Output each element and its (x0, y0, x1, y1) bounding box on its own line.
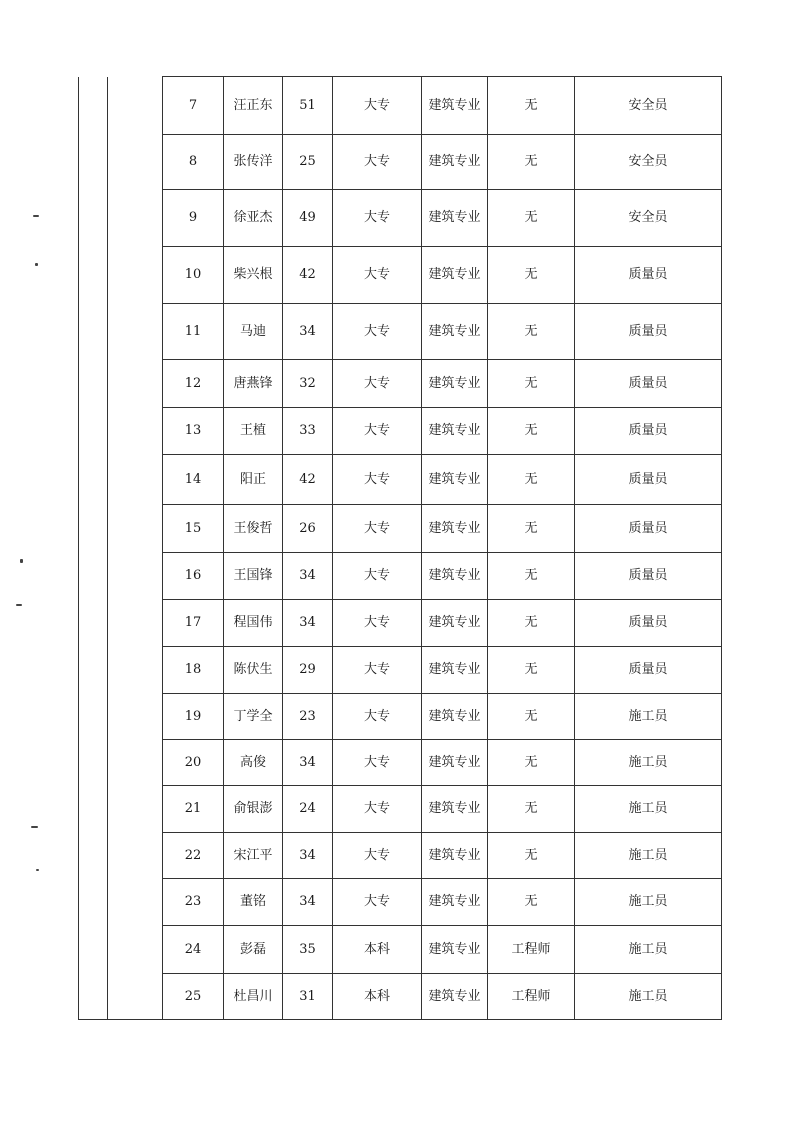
person-name: 唐燕锋 (224, 360, 283, 408)
person-major: 建筑专业 (422, 833, 488, 879)
person-age: 51 (283, 77, 333, 135)
person-major: 建筑专业 (422, 360, 488, 408)
person-age: 34 (283, 553, 333, 600)
person-major: 建筑专业 (422, 135, 488, 190)
merged-category-cell (108, 77, 163, 1020)
table-row (79, 304, 722, 360)
row-number: 11 (163, 304, 224, 360)
merged-leading-cell (79, 77, 108, 1020)
scan-mark (31, 826, 38, 828)
scan-mark (35, 263, 38, 266)
row-number: 9 (163, 190, 224, 247)
table-row (79, 926, 722, 974)
person-major: 建筑专业 (422, 647, 488, 694)
person-name: 丁学全 (224, 694, 283, 740)
table-row (79, 647, 722, 694)
person-major: 建筑专业 (422, 879, 488, 926)
person-position: 安全员 (575, 190, 722, 247)
table-row (79, 740, 722, 786)
person-title: 无 (488, 553, 575, 600)
person-title: 无 (488, 694, 575, 740)
table-row (79, 553, 722, 600)
person-age: 32 (283, 360, 333, 408)
person-age: 34 (283, 833, 333, 879)
person-position: 施工员 (575, 694, 722, 740)
person-position: 安全员 (575, 135, 722, 190)
person-title: 无 (488, 408, 575, 455)
person-major: 建筑专业 (422, 553, 488, 600)
table-row (79, 974, 722, 1020)
person-education: 大专 (333, 833, 422, 879)
person-age: 42 (283, 455, 333, 505)
table-row (79, 408, 722, 455)
person-education: 大专 (333, 600, 422, 647)
table-row (79, 879, 722, 926)
person-education: 大专 (333, 77, 422, 135)
table-row (79, 190, 722, 247)
person-education: 大专 (333, 553, 422, 600)
person-position: 质量员 (575, 505, 722, 553)
row-number: 7 (163, 77, 224, 135)
person-education: 本科 (333, 926, 422, 974)
person-title: 无 (488, 833, 575, 879)
row-number: 20 (163, 740, 224, 786)
person-name: 柴兴根 (224, 247, 283, 304)
row-number: 21 (163, 786, 224, 833)
person-age: 34 (283, 879, 333, 926)
person-position: 质量员 (575, 408, 722, 455)
personnel-table-body (79, 77, 722, 1020)
person-position: 质量员 (575, 600, 722, 647)
person-name: 王俊哲 (224, 505, 283, 553)
table-row (79, 694, 722, 740)
person-name: 王国锋 (224, 553, 283, 600)
person-title: 无 (488, 879, 575, 926)
person-age: 33 (283, 408, 333, 455)
person-name: 阳正 (224, 455, 283, 505)
person-major: 建筑专业 (422, 408, 488, 455)
person-education: 大专 (333, 135, 422, 190)
row-number: 24 (163, 926, 224, 974)
table-row (79, 135, 722, 190)
person-age: 29 (283, 647, 333, 694)
scan-mark (16, 604, 22, 606)
person-name: 董铭 (224, 879, 283, 926)
person-position: 质量员 (575, 247, 722, 304)
person-education: 本科 (333, 974, 422, 1020)
table-row (79, 455, 722, 505)
row-number: 13 (163, 408, 224, 455)
table-row (79, 77, 722, 135)
person-age: 34 (283, 600, 333, 647)
row-number: 15 (163, 505, 224, 553)
person-education: 大专 (333, 647, 422, 694)
person-title: 工程师 (488, 926, 575, 974)
person-title: 无 (488, 77, 575, 135)
person-name: 俞银澎 (224, 786, 283, 833)
personnel-table (78, 76, 722, 1020)
person-position: 施工员 (575, 740, 722, 786)
scan-mark (36, 869, 39, 871)
person-position: 质量员 (575, 360, 722, 408)
row-number: 8 (163, 135, 224, 190)
person-position: 施工员 (575, 879, 722, 926)
person-title: 无 (488, 190, 575, 247)
table-row (79, 833, 722, 879)
person-major: 建筑专业 (422, 77, 488, 135)
person-position: 质量员 (575, 647, 722, 694)
scan-mark (33, 215, 39, 217)
person-title: 工程师 (488, 974, 575, 1020)
person-title: 无 (488, 455, 575, 505)
scan-mark (20, 559, 23, 563)
person-major: 建筑专业 (422, 786, 488, 833)
person-age: 25 (283, 135, 333, 190)
person-name: 高俊 (224, 740, 283, 786)
person-name: 徐亚杰 (224, 190, 283, 247)
person-title: 无 (488, 505, 575, 553)
person-position: 质量员 (575, 304, 722, 360)
person-position: 施工员 (575, 926, 722, 974)
person-name: 汪正东 (224, 77, 283, 135)
person-age: 42 (283, 247, 333, 304)
table-row (79, 600, 722, 647)
person-age: 24 (283, 786, 333, 833)
person-name: 宋江平 (224, 833, 283, 879)
person-major: 建筑专业 (422, 974, 488, 1020)
person-name: 程国伟 (224, 600, 283, 647)
person-major: 建筑专业 (422, 190, 488, 247)
person-education: 大专 (333, 304, 422, 360)
row-number: 23 (163, 879, 224, 926)
person-education: 大专 (333, 786, 422, 833)
person-education: 大专 (333, 408, 422, 455)
person-education: 大专 (333, 505, 422, 553)
person-major: 建筑专业 (422, 740, 488, 786)
row-number: 18 (163, 647, 224, 694)
person-major: 建筑专业 (422, 304, 488, 360)
table-row (79, 247, 722, 304)
person-age: 35 (283, 926, 333, 974)
person-name: 马迪 (224, 304, 283, 360)
person-name: 杜昌川 (224, 974, 283, 1020)
table-row (79, 505, 722, 553)
person-age: 26 (283, 505, 333, 553)
person-title: 无 (488, 647, 575, 694)
row-number: 16 (163, 553, 224, 600)
person-position: 质量员 (575, 455, 722, 505)
person-title: 无 (488, 247, 575, 304)
person-education: 大专 (333, 879, 422, 926)
row-number: 25 (163, 974, 224, 1020)
person-title: 无 (488, 786, 575, 833)
row-number: 19 (163, 694, 224, 740)
row-number: 14 (163, 455, 224, 505)
person-title: 无 (488, 304, 575, 360)
person-position: 安全员 (575, 77, 722, 135)
person-title: 无 (488, 600, 575, 647)
person-name: 张传洋 (224, 135, 283, 190)
row-number: 12 (163, 360, 224, 408)
person-education: 大专 (333, 694, 422, 740)
person-name: 彭磊 (224, 926, 283, 974)
person-position: 质量员 (575, 553, 722, 600)
person-major: 建筑专业 (422, 505, 488, 553)
person-title: 无 (488, 135, 575, 190)
row-number: 10 (163, 247, 224, 304)
person-major: 建筑专业 (422, 926, 488, 974)
person-education: 大专 (333, 740, 422, 786)
person-education: 大专 (333, 247, 422, 304)
row-number: 17 (163, 600, 224, 647)
person-age: 34 (283, 740, 333, 786)
person-major: 建筑专业 (422, 455, 488, 505)
person-name: 王植 (224, 408, 283, 455)
person-title: 无 (488, 740, 575, 786)
person-title: 无 (488, 360, 575, 408)
person-education: 大专 (333, 455, 422, 505)
person-education: 大专 (333, 190, 422, 247)
person-major: 建筑专业 (422, 694, 488, 740)
person-major: 建筑专业 (422, 247, 488, 304)
person-major: 建筑专业 (422, 600, 488, 647)
row-number: 22 (163, 833, 224, 879)
person-name: 陈伏生 (224, 647, 283, 694)
person-age: 23 (283, 694, 333, 740)
table-row (79, 786, 722, 833)
person-position: 施工员 (575, 786, 722, 833)
person-education: 大专 (333, 360, 422, 408)
person-age: 31 (283, 974, 333, 1020)
person-position: 施工员 (575, 833, 722, 879)
table-row (79, 360, 722, 408)
person-age: 49 (283, 190, 333, 247)
person-age: 34 (283, 304, 333, 360)
person-position: 施工员 (575, 974, 722, 1020)
